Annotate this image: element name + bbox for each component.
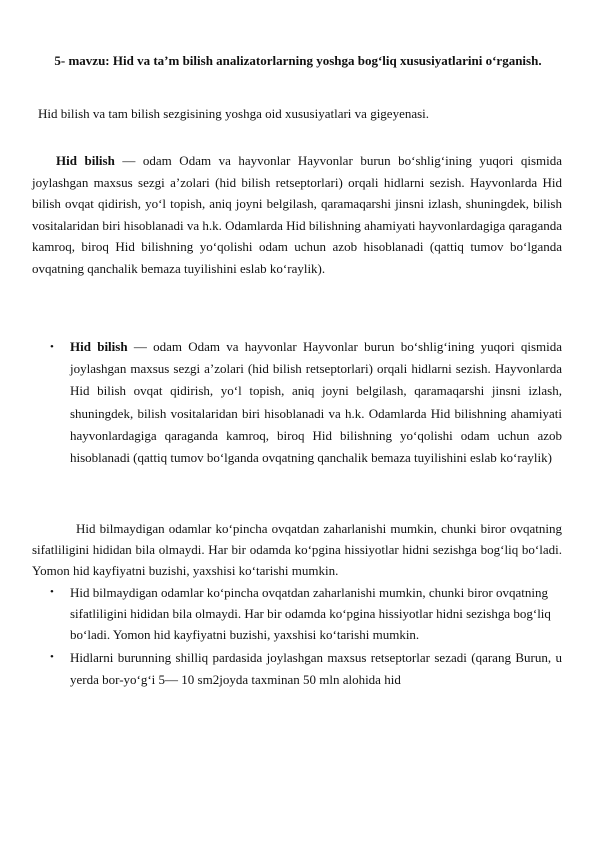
paragraph-body: — odam Odam va hayvonlar Hayvonlar burun bo‘shlig‘ining yuqori qismida joylashgan maxsus sezgi a’zolari (hid bilish retseptorlari) orqali hidlarni sezish. Hayvonlarda Hid bilish ovqat qidirish, yo‘l topish, aniq joyni belgilash, qaramaqarshi jinsni izlash, shuningdek, bilish vositalaridan biri hisoblanadi va h.k. Odamlarda Hid bilishning ahamiyati hayvonlardagiga qaraganda kamroq, biroq Hid bilishning yo‘qolishi odam uchun azob hisoblanadi (qattiq tumov bo‘lganda ovqatning qanchalik bemaza tuyilishini eslab ko‘raylik). xyxy=(32,153,562,276)
term-hid-bilish: Hid bilish xyxy=(56,153,115,168)
list-item: • Hidlarni burunning shilliq pardasida joylashgan maxsus retseptorlar sezadi (qarang Burun, u yerda bor-yo‘g‘i 5— 10 sm2joyda taxminan 50 mln alohida hid xyxy=(50,647,562,690)
page-title: 5- mavzu: Hid va ta’m bilish analizatorlarning yoshga bog‘liq xususiyatlarini o‘rganish. xyxy=(54,53,542,68)
page-subtitle: Hid bilish va tam bilish sezgisining yoshga oid xususiyatlari va gigeyenasi. xyxy=(38,106,430,121)
bullet-list-2 xyxy=(50,582,562,690)
paragraph-hid-bilmaydigan: Hid bilmaydigan odamlar ko‘pincha ovqatdan zaharlanishi mumkin, chunki biror ovqatning sifatliligini hididan bila olmaydi. Har bir odamda ko‘pgina hissiyotlar hidni sezishga bog‘liq bo‘ladi. Yomon hid kayfiyatni buzishi, yaxshisi ko‘tarishi mumkin. xyxy=(32,521,562,578)
list-item-text: — odam Odam va hayvonlar Hayvonlar burun bo‘shlig‘ining yuqori qismida joylashgan maxsus sezgi a’zolari (hid bilish retseptorlari) orqali hidlarni sezish. Hayvonlarda Hid bilish ovqat qidirish, yo‘l topish, aniq joyni belgilash, qaramaqarshi jinsni izlash, shuningdek, bilish vositalaridan biri hisoblanadi va h.k. Odamlarda Hid bilishning ahamiyati hayvonlardagiga qaraganda kamroq, biroq Hid bilishning yo‘qolishi odam uchun azob hisoblanadi (qattiq tumov bo‘lganda ovqatning qanchalik bemaza tuyilishini eslab ko‘raylik) xyxy=(70,339,563,466)
bullet-list-1 xyxy=(50,336,562,469)
list-item: • Hid bilmaydigan odamlar ko‘pincha ovqatdan zaharlanishi mumkin, chunki biror ovqatning sifatliligini hididan bila olmaydi. Har bir odamda ko‘pgina hissiyotlar hidni sezishga bog‘liq bo‘ladi. Yomon hid kayfiyatni buzishi, yaxshisi ko‘tarishi mumkin. xyxy=(50,582,562,645)
list-item xyxy=(50,336,562,469)
term-hid-bilish: Hid bilish xyxy=(70,339,128,354)
paragraph-hid-bilish xyxy=(32,150,562,280)
